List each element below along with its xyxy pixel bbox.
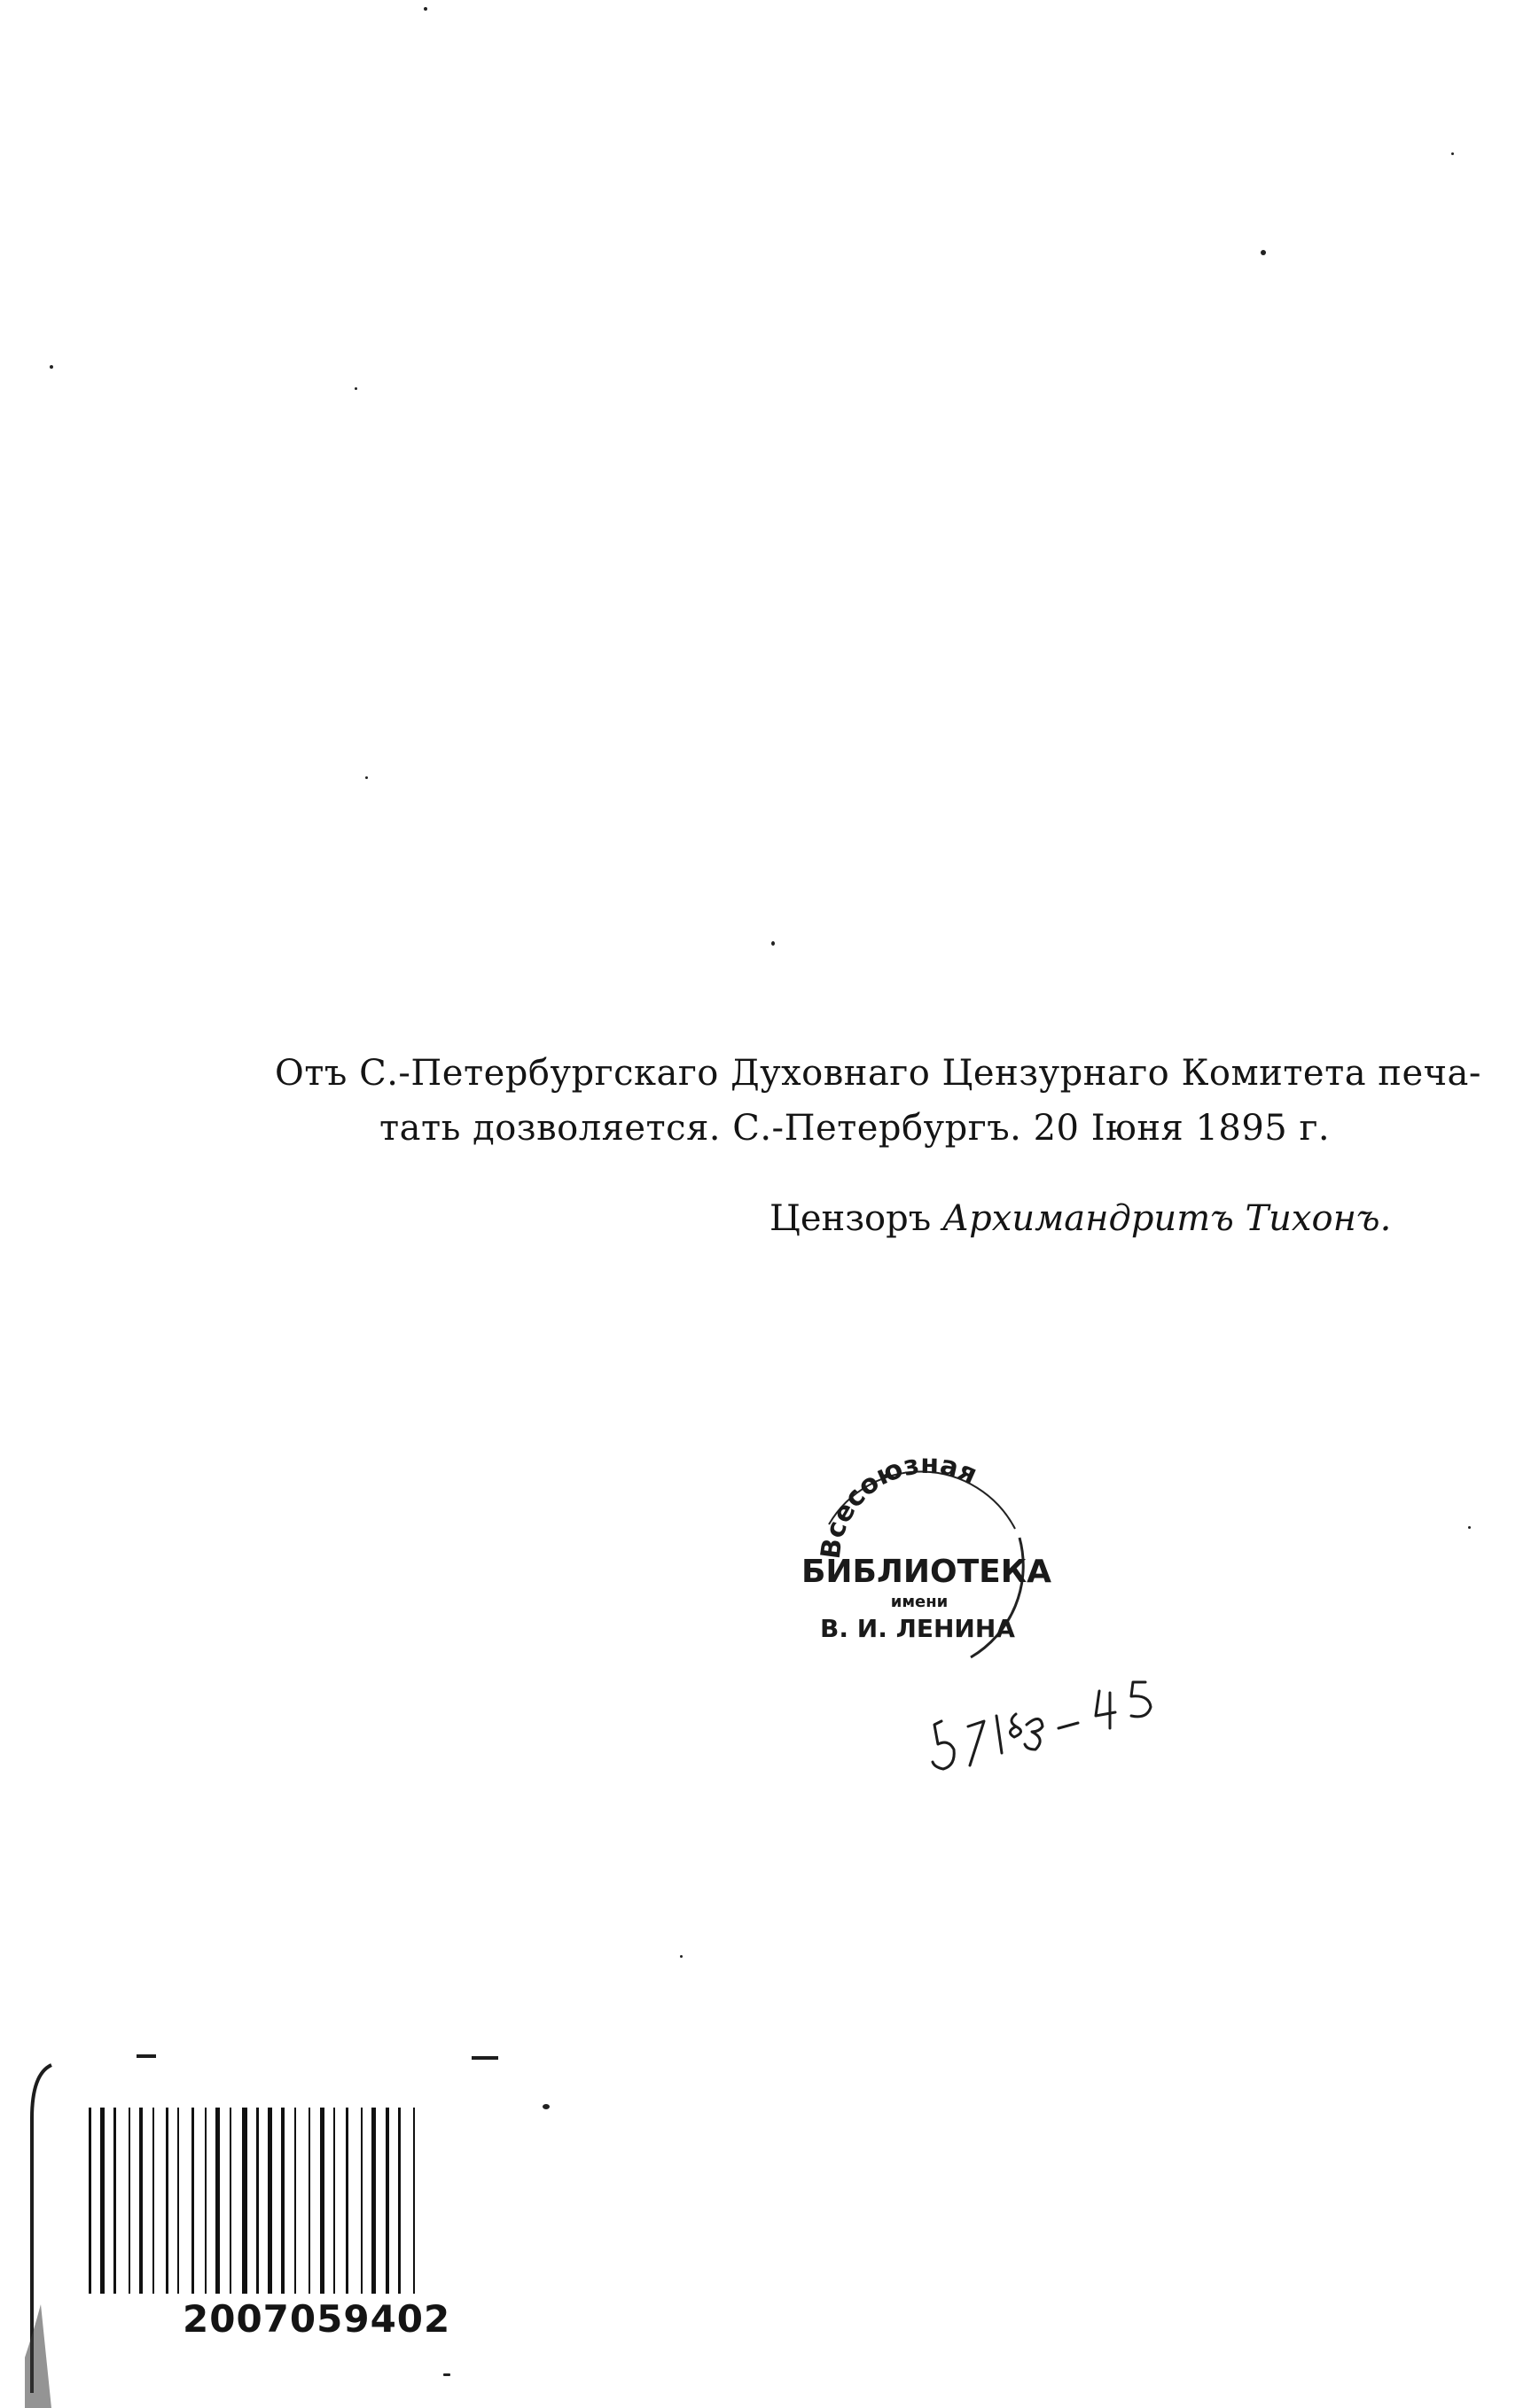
censor-signature — [770, 1198, 1391, 1239]
handwritten-shelfmark — [922, 1640, 1170, 1799]
barcode-bar — [361, 2108, 363, 2294]
barcode-bar — [386, 2108, 389, 2294]
stamp-line-2: имени — [890, 1593, 949, 1611]
barcode-bar — [346, 2108, 348, 2294]
barcode-bar — [320, 2108, 324, 2294]
barcode-bar — [100, 2108, 105, 2294]
barcode-bar — [268, 2108, 272, 2294]
barcode-bar — [191, 2108, 194, 2294]
barcode-bar — [256, 2108, 259, 2294]
barcode-bar — [294, 2108, 296, 2294]
barcode-bar — [230, 2108, 231, 2294]
barcode-bar — [89, 2108, 91, 2294]
barcode-bar — [177, 2108, 179, 2294]
imprimatur-line-2: тать дозволяется. С.-Петербургъ. 20 Іюня 1895 г. — [379, 1108, 1331, 1149]
stamp-arc-text: Всесоюзная — [815, 1448, 982, 1562]
barcode-bar — [205, 2108, 207, 2294]
barcode-bar — [215, 2108, 220, 2294]
barcode-bar — [371, 2108, 376, 2294]
barcode-bar — [242, 2108, 247, 2294]
barcode-bar — [139, 2108, 143, 2294]
stamp-line-1: БИБЛИОТЕКА — [801, 1554, 1052, 1590]
barcode-bar — [129, 2108, 130, 2294]
barcode-bar — [281, 2108, 285, 2294]
barcode-bar — [333, 2108, 335, 2294]
stamp-line-3: В. И. ЛЕНИНА — [820, 1614, 1015, 1643]
imprimatur-line-1: Отъ С.-Петербургскаго Духовнаго Цензурнаго Комитета печа- — [275, 1053, 1481, 1094]
barcode-bar — [113, 2108, 116, 2294]
barcode-bar — [413, 2108, 415, 2294]
barcode — [89, 2108, 510, 2294]
barcode-bar — [166, 2108, 168, 2294]
barcode-bar — [398, 2108, 401, 2294]
barcode-bar — [152, 2108, 154, 2294]
censor-title: Цензоръ — [770, 1198, 932, 1239]
censor-name: Архимандритъ Тихонъ. — [941, 1198, 1392, 1239]
barcode-number: 2007059402 — [183, 2297, 451, 2341]
barcode-bar — [309, 2108, 310, 2294]
